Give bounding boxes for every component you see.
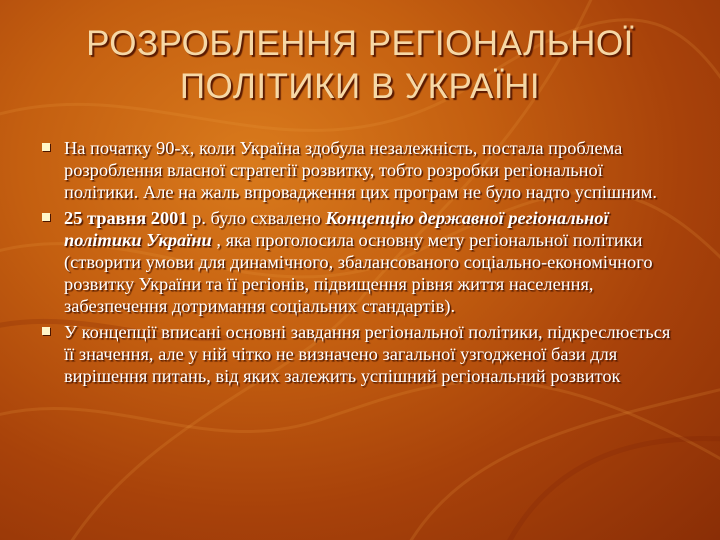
- square-bullet-icon: [42, 327, 50, 335]
- title-line-2: ПОЛІТИКИ В УКРАЇНІ: [179, 67, 541, 106]
- bullet-2-document-title: Концепцію державної регіональної політики України: [64, 207, 609, 250]
- square-bullet-icon: [42, 213, 50, 221]
- square-bullet-icon: [42, 143, 50, 151]
- bullet-item-1: [40, 137, 680, 204]
- bullet-2-date: 25 травня 2001: [64, 207, 188, 228]
- bullet-2-text-b: , яка проголосила основну мету регіональної політики (створити умови для динамічного, збалансованого соціально-економічного розвитку України та її регіонів, підвищення рівня життя населення, забезпечення дотримання соціальних стандартів).: [64, 229, 653, 317]
- bullet-item-3: [40, 321, 680, 388]
- bullet-item-2: [40, 207, 680, 318]
- slide-title: [40, 22, 680, 108]
- bullet-1-text: На початку 90-х, коли Україна здобула незалежність, постала проблема розроблення власної стратегії розвитку, тобто розробки регіональної політики. Але на жаль впровадження цих програм не було надто успішним.: [64, 138, 657, 203]
- title-line-1: РОЗРОБЛЕННЯ РЕГІОНАЛЬНОЇ: [86, 24, 634, 63]
- bullet-2-text-a: р. було схвалено: [187, 207, 326, 228]
- bullet-list: [40, 137, 680, 390]
- bullet-3-text: У концепції вписані основні завдання регіональної політики, підкреслюється її значення, але у ній чітко не визначено загальної узгодженої бази для вирішення питань, від яких залежить успішний регіональний розвиток: [64, 321, 671, 387]
